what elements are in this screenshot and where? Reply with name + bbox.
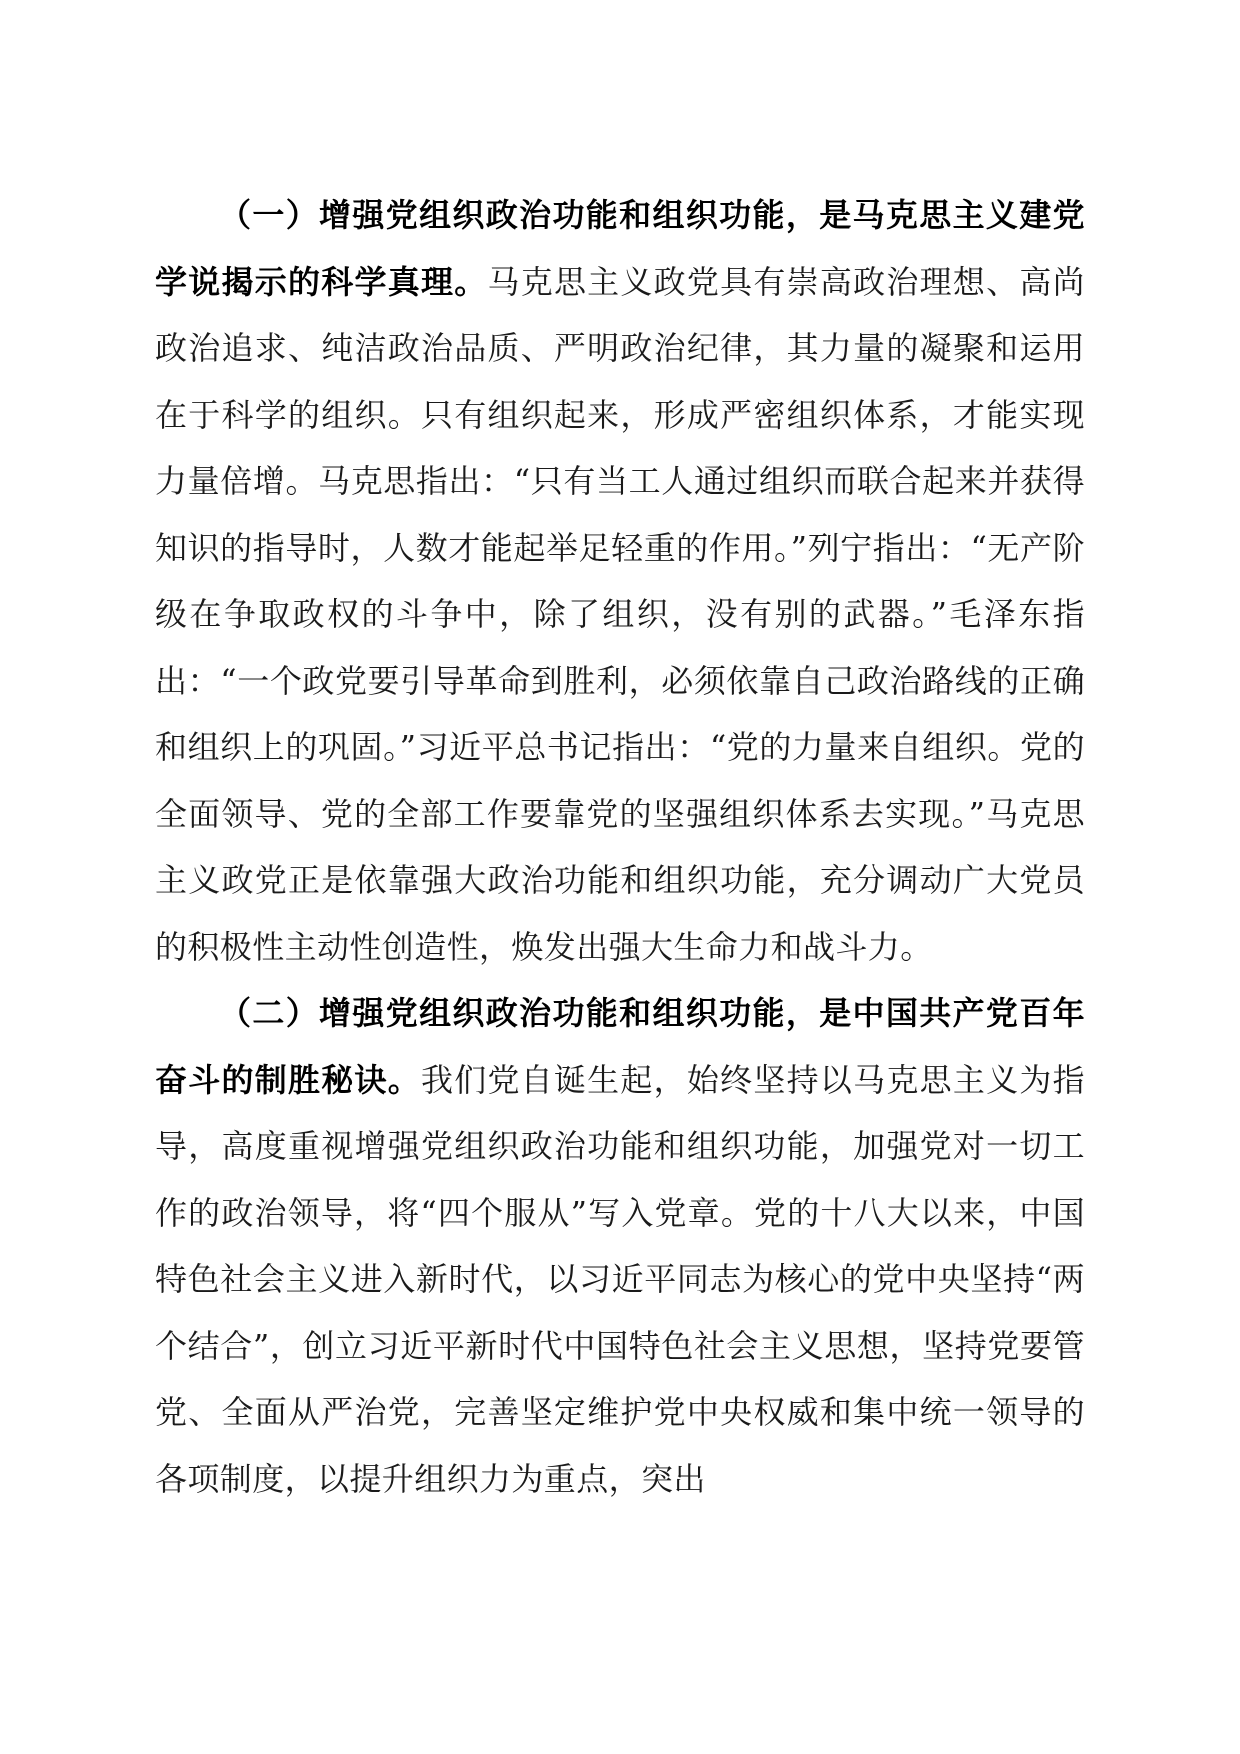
paragraph-1-heading: （一）增强党组织政治功能和组织功能，是马克思主义建党学说揭示的科学真理。 — [155, 196, 1085, 301]
paragraph-2-text: 我们党自诞生起，始终坚持以马克思主义为指导，高度重视增强党组织政治功能和组织功能，加强党对一切工作的政治领导，将“四个服从”写入党章。党的十八大以来，中国特色社会主义进入新时代，以习近平同志为核心的党中央坚持“两个结合”，创立习近平新时代中国特色社会主义思想，坚持党要管党、全面从严治党，完善坚定维护党中央权威和集中统一领导的各项制度，以提升组织力为重点，突出 — [155, 1060, 1085, 1498]
document-body — [155, 182, 1085, 1512]
paragraph-1-text: 马克思主义政党具有崇高政治理想、高尚政治追求、纯洁政治品质、严明政治纪律，其力量的凝聚和运用在于科学的组织。只有组织起来，形成严密组织体系，才能实现力量倍增。马克思指出：“只有当工人通过组织而联合起来并获得知识的指导时，人数才能起举足轻重的作用。”列宁指出：“无产阶级在争取政权的斗争中，除了组织，没有别的武器。”毛泽东指出：“一个政党要引导革命到胜利，必须依靠自己政治路线的正确和组织上的巩固。”习近平总书记指出：“党的力量来自组织。党的全面领导、党的全部工作要靠党的坚强组织体系去实现。”马克思主义政党正是依靠强大政治功能和组织功能，充分调动广大党员的积极性主动性创造性，焕发出强大生命力和战斗力。 — [155, 262, 1085, 966]
paragraph-1 — [155, 182, 1085, 980]
paragraph-2 — [155, 980, 1085, 1512]
paragraph-2-heading: （二）增强党组织政治功能和组织功能，是中国共产党百年奋斗的制胜秘诀。 — [155, 994, 1085, 1099]
